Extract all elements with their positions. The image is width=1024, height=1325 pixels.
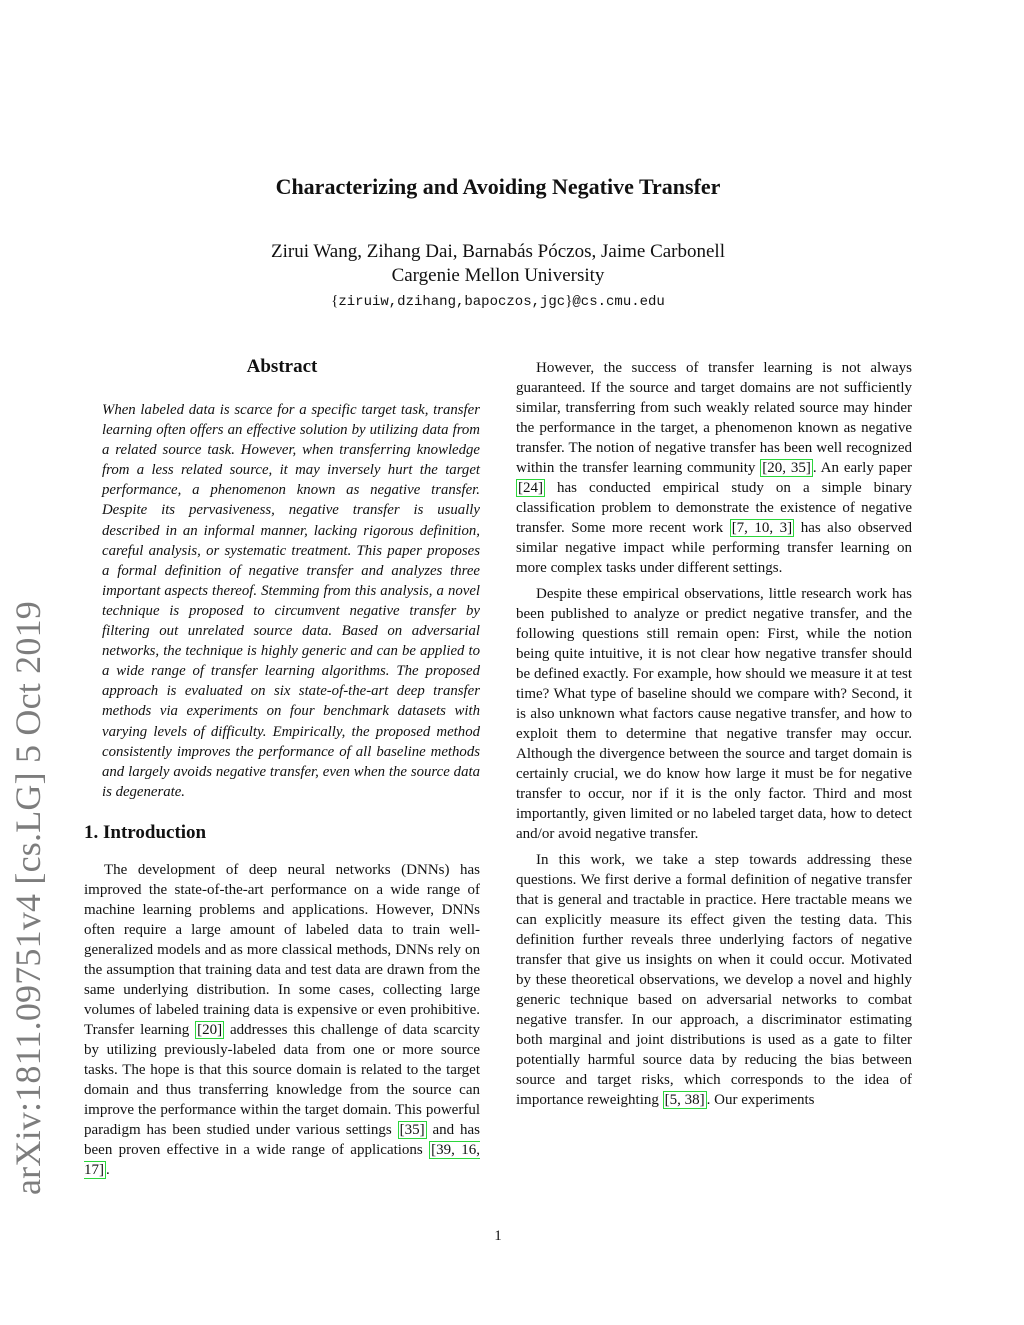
right-column — [516, 358, 912, 1110]
abstract-heading: Abstract — [246, 356, 318, 377]
text-run: and has been proven effective in a wide range of applications — [84, 1121, 481, 1158]
text-run: . Our experiments — [706, 1092, 815, 1108]
text-run: has also observed similar negative impact while performing transfer learning on more complex tasks under different settings. — [516, 520, 912, 576]
citation-link[interactable]: [24] — [518, 480, 543, 496]
arxiv-identifier[interactable]: arXiv:1811.09751v4 [cs.LG] 5 Oct 2019 — [8, 601, 48, 1195]
left-column — [84, 352, 480, 1180]
text-run: . — [106, 1161, 110, 1178]
intro-paragraph-3: Despite these empirical observations, little research work has been published to analyze or predict negative transfer, and the following questions still remain open: First, while the notion being quite intuitive, it is not clear how negative transfer should be defined exactly. For example, how should we measure it at test time? What type of baseline should we compare with? Second, it is also unknown what factors cause negative transfer, and how to exploit them to determine that negative transfer may occur. Although the divergence between the source and target domain is certainly crucial, we do know how large it must be for negative transfer to occur, nor if it is the only factor. Third and most importantly, given limited or no labeled target data, how to detect and/or avoid negative transfer. — [516, 586, 912, 842]
text-run: has conducted empirical study on a simple binary classification problem to demonstrate the existence of negative transfer. Some more recent work — [516, 480, 912, 536]
affiliation: Cargenie Mellon University — [391, 265, 605, 286]
text-run: The development of deep neural networks (DNNs) has improved the state-of-the-art performance on a wide range of machine learning problems and applications. However, DNNs often require a large amount of labeled data to train well-generalized models and as more classical methods, DNNs rely on the assumption that training data and test data are drawn from the same underlying distribution. In some cases, collecting large volumes of labeled training data is expensive or even prohibitive. Transfer learning — [84, 861, 480, 1038]
author-list: Zirui Wang, Zihang Dai, Barnabás Póczos, Jaime Carbonell — [270, 241, 725, 262]
email-domain: @cs.cmu.edu — [572, 294, 665, 310]
intro-paragraph-2 — [516, 358, 912, 578]
section-heading-introduction: 1. Introduction — [84, 821, 207, 843]
text-run: In this work, we take a step towards addressing these questions. We first derive a formal definition of negative transfer that is general and tractable in practice. Here tractable means we can explicitly measure its effect given the testing data. This definition further reveals three underlying factors of negative transfer that give us insights on when it could occur. Motivated by these theoretical observations, we develop a novel and highly generic technique based on adversarial networks to combat negative transfer. In our approach, a discriminator estimating both marginal and joint distributions is used as a gate to filter potentially harmful source data by reducing the bias between source and target risks, which corresponds to the idea of importance reweighting — [516, 852, 912, 1108]
intro-paragraph-4 — [516, 850, 912, 1110]
intro-paragraph-1 — [84, 860, 480, 1180]
email-brace-close: } — [565, 293, 573, 309]
citation-link[interactable]: [20, 35] — [762, 460, 811, 476]
citation-link[interactable]: [5, 38] — [664, 1092, 705, 1108]
text-run: . An early paper — [812, 460, 912, 476]
page-number: 1 — [494, 1228, 502, 1244]
citation-link[interactable]: [39, 16, 17] — [84, 1141, 480, 1178]
text-run: addresses this challenge of data scarcity by utilizing previously-labeled data from one or more source tasks. The hope is that this source domain is related to the target domain and thus transferring knowledge from the source can improve the performance within the target domain. This powerful paradigm has been studied under various settings — [84, 1021, 480, 1138]
citation-link[interactable]: [20] — [197, 1021, 223, 1038]
email-brace-open: { — [331, 293, 339, 309]
citation-link[interactable]: [35] — [399, 1121, 425, 1138]
text-run: However, the success of transfer learning is not always guaranteed. If the source and target domains are not sufficiently similar, transferring from such weakly related source may hinder the performance in the target, a phenomenon known as negative transfer. The notion of negative transfer has been well recognized within the transfer learning community — [516, 360, 912, 476]
email-users: ziruiw,dzihang,bapoczos,jgc — [338, 294, 566, 310]
citation-link[interactable]: [7, 10, 3] — [731, 520, 793, 536]
paper-title: Characterizing and Avoiding Negative Transfer — [275, 174, 721, 199]
abstract-text: When labeled data is scarce for a specific target task, transfer learning often offers an effective solution by utilizing data from a related source task. However, when transferring knowledge from a less related source, it may inversely hurt the target performance, a phenomenon known as negative transfer. Despite its pervasiveness, negative transfer is usually described in an informal manner, lacking rigorous definition, careful analysis, or systematic treatment. This paper proposes a formal definition of negative transfer and analyzes three important aspects thereof. Stemming from this analysis, a novel technique is proposed to circumvent negative transfer by filtering out unrelated source data. Based on adversarial networks, the technique is highly generic and can be applied to a wide range of transfer learning algorithms. The proposed approach is evaluated on six state-of-the-art deep transfer methods via experiments on four benchmark datasets with varying levels of difficulty. Empirically, the proposed method consistently improves the performance of all baseline methods and largely avoids negative transfer, even when the source data is degenerate. — [102, 402, 480, 800]
author-emails — [0, 290, 996, 313]
